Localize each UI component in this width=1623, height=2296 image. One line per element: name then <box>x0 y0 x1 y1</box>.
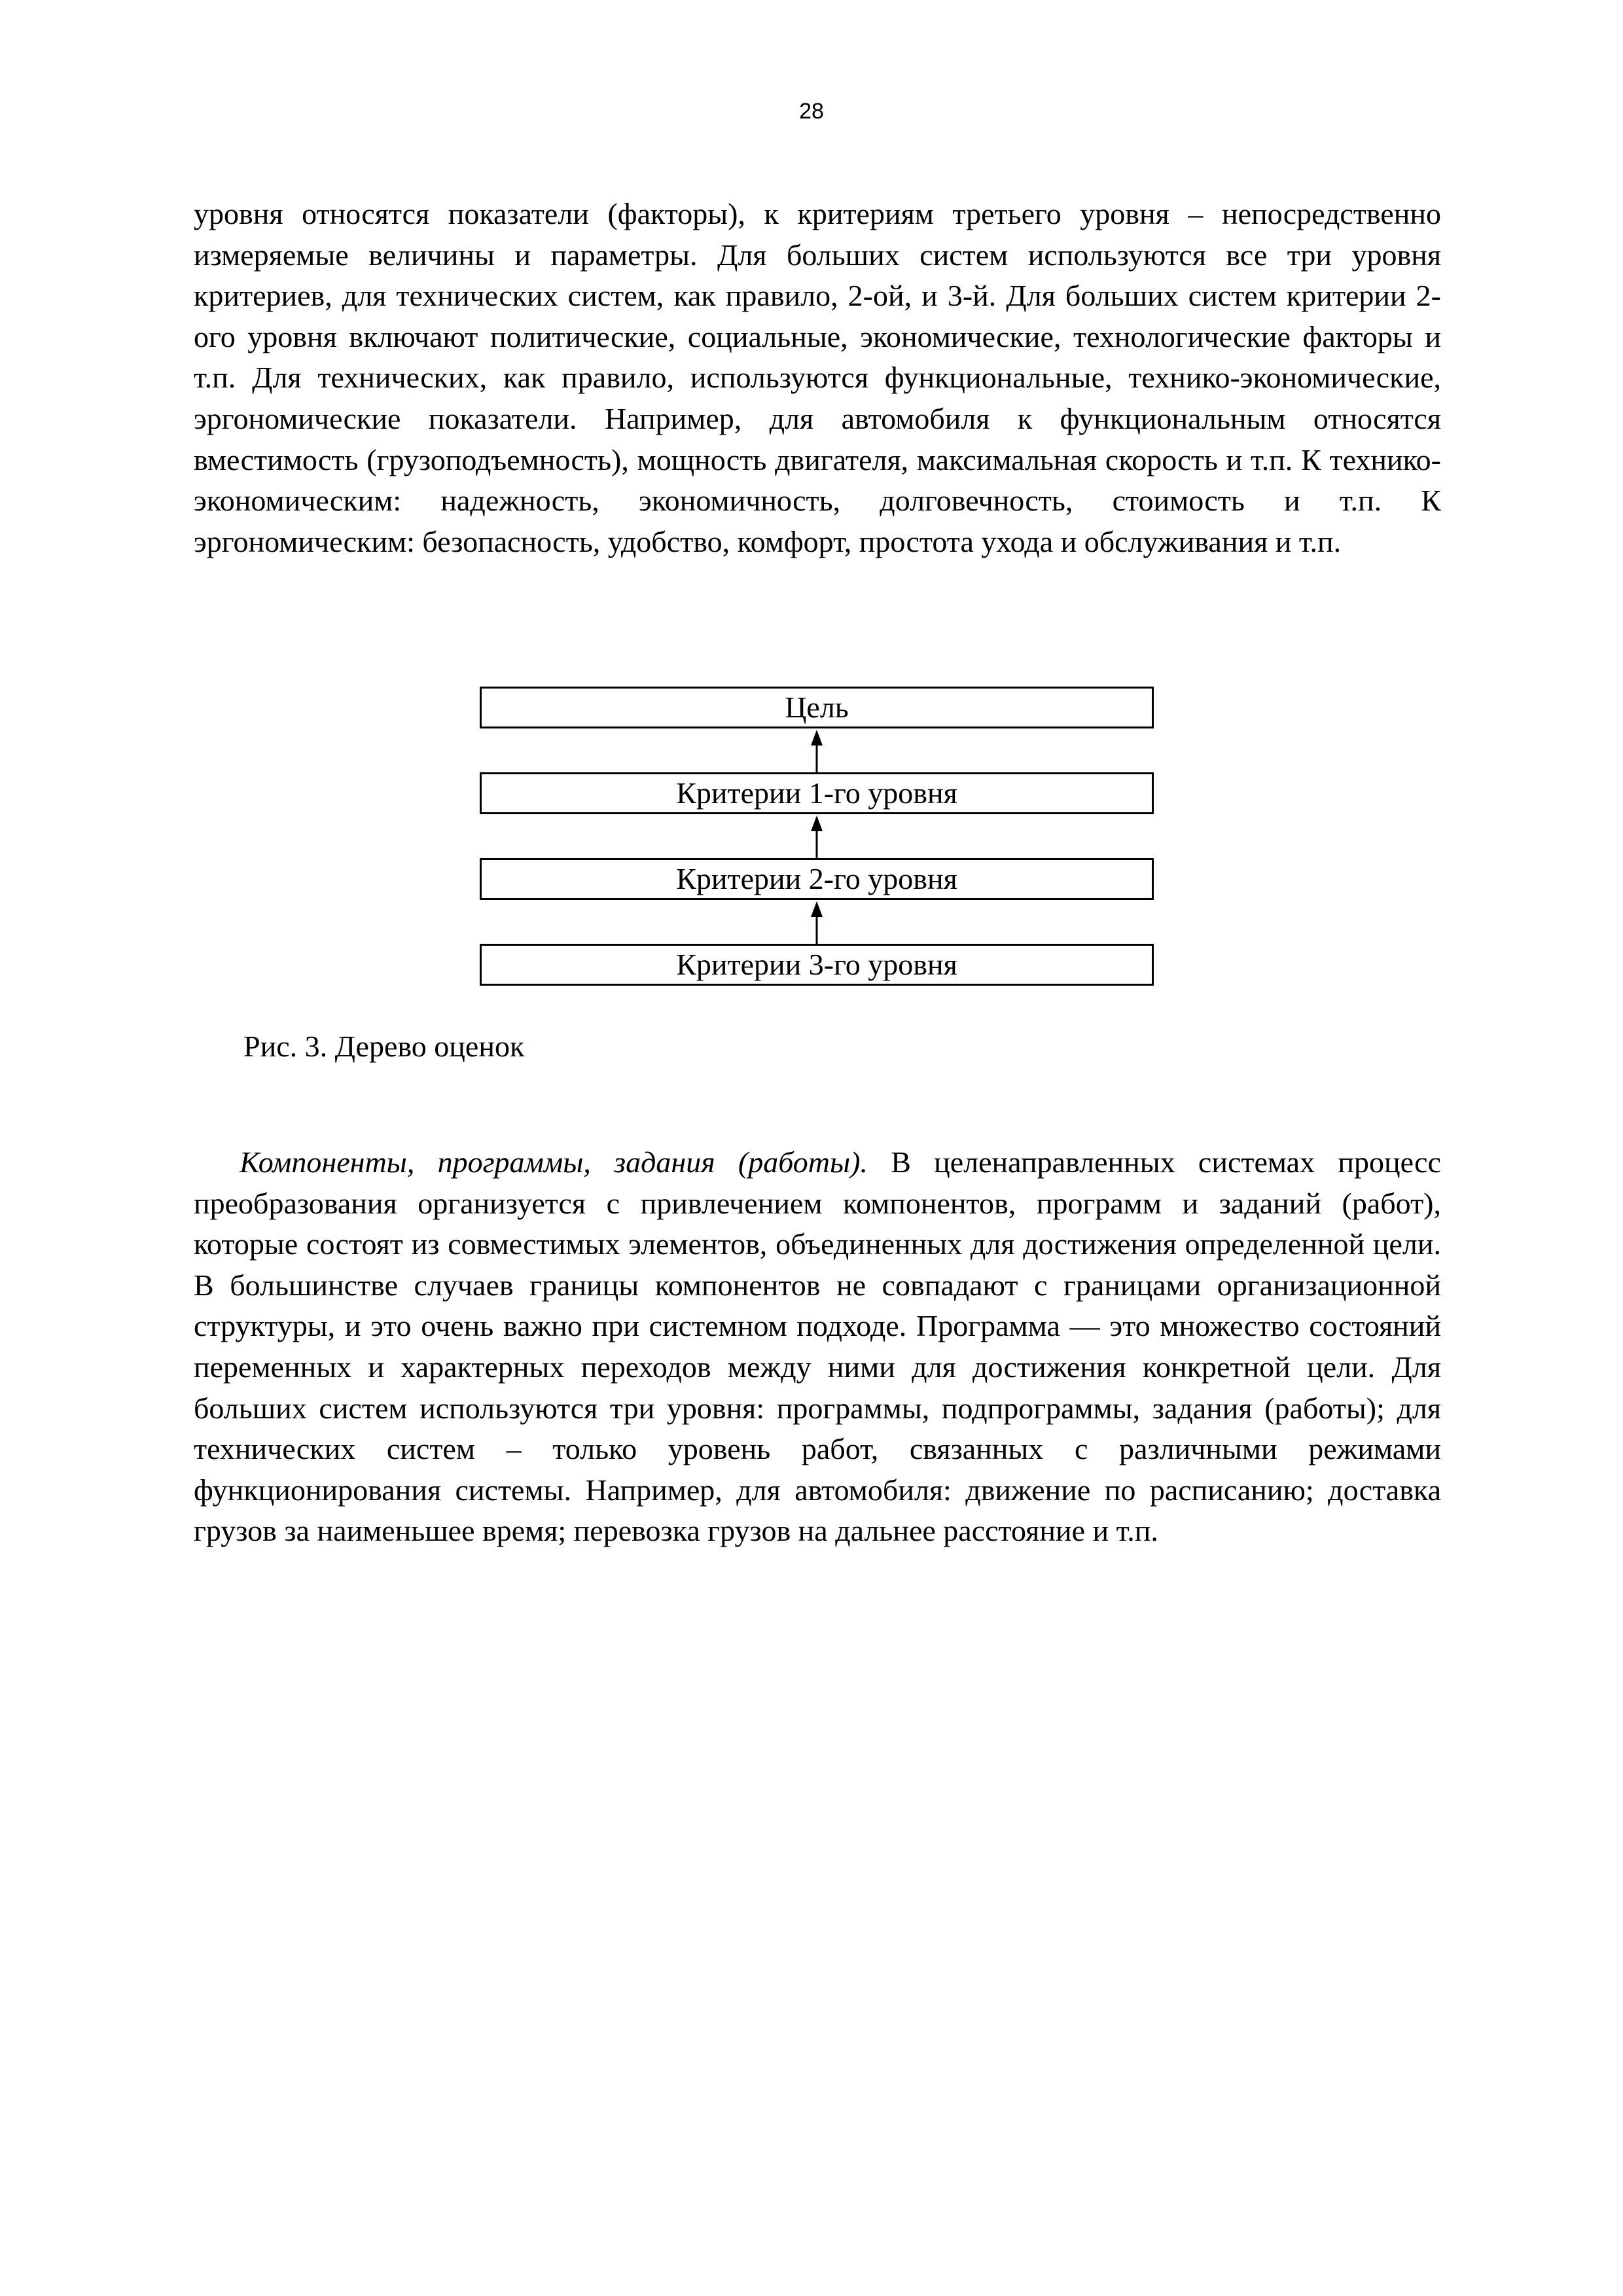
arrow-up-icon <box>807 728 827 772</box>
paragraph-body-text: В целенаправленных системах процесс преобразования организуется с привлечением компонентов, программ и заданий (работ), которые состоят из совместимых элементов, объединенных для достижения определенной цели. В большинстве случаев границы компонентов не совпадают с границами организационной структуры, и это очень важно при системном подходе. Программа — это множество состояний переменных и характерных переходов между ними для достижения конкретной цели. Для больших систем используются три уровня: программы, подпрограммы, задания (работы); для технических систем – только уровень работ, связанных с различными режимами функционирования системы. Например, для автомобиля: движение по расписанию; доставка грузов за наименьшее время; перевозка грузов на дальнее расстояние и т.п. <box>194 1145 1441 1548</box>
body-paragraph-criteria: уровня относятся показатели (факторы), к критериям третьего уровня – непосредственно измеряемые величины и параметры. Для больших систем используются все три уровня критериев, для технических систем, как правило, 2-ой, и 3-й. Для больших систем критерии 2-ого уровня включают политические, социальные, экономические, технологические факторы и т.п. Для технических, как правило, используются функциональные, технико-экономические, эргономические показатели. Например, для автомобиля к функциональным относятся вместимость (грузоподъемность), мощность двигателя, максимальная скорость и т.п. К технико-экономическим: надежность, экономичность, долговечность, стоимость и т.п. К эргономическим: безопасность, удобство, комфорт, простота ухода и обслуживания и т.п. <box>194 197 1441 558</box>
paragraph-italic-lead: Компоненты, программы, задания (работы). <box>240 1145 868 1179</box>
evaluation-tree-diagram <box>480 687 1154 986</box>
tree-node-criteria-level-2: Критерии 2-го уровня <box>480 858 1154 900</box>
tree-node-goal: Цель <box>480 687 1154 728</box>
tree-node-criteria-level-3: Критерии 3-го уровня <box>480 944 1154 986</box>
tree-node-criteria-level-1: Критерии 1-го уровня <box>480 772 1154 814</box>
body-paragraph-components <box>194 1142 1441 1552</box>
arrow-up-icon <box>807 900 827 944</box>
arrow-up-icon <box>807 814 827 858</box>
figure-caption: Рис. 3. Дерево оценок <box>243 1030 525 1063</box>
page-number: 28 <box>799 99 824 124</box>
